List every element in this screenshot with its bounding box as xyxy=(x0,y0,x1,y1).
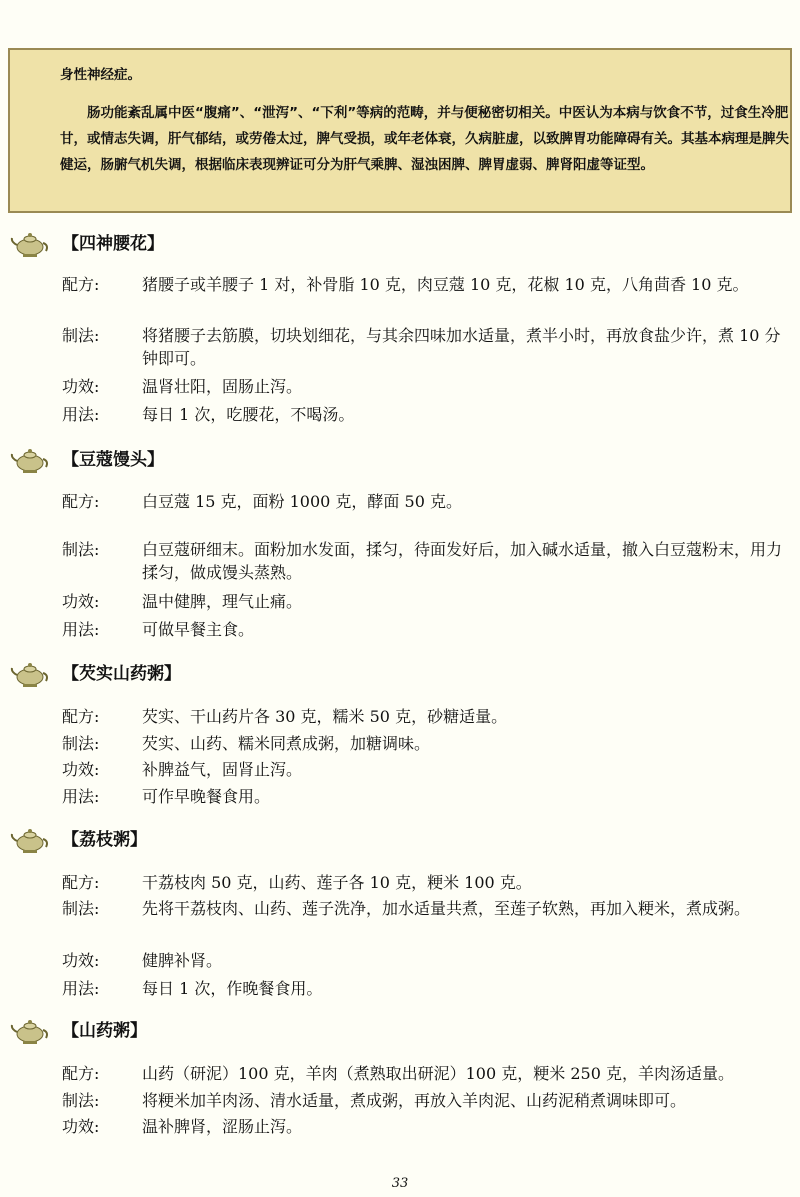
recipe-shanyao-zhou xyxy=(0,1017,800,1045)
usage-label: 用法: xyxy=(62,787,100,806)
method-label: 制法: xyxy=(62,540,100,559)
teapot-icon xyxy=(10,230,50,258)
effect-label: 功效: xyxy=(62,951,100,970)
teapot-icon xyxy=(10,826,50,854)
method-text: 白豆蔻研细末。面粉加水发面，揉匀，待面发好后，加入碱水适量，撤入白豆蔻粉末，用力揉匀，做成馒头蒸熟。 xyxy=(142,540,783,582)
method-label: 制法: xyxy=(62,1091,100,1110)
method-text: 先将干荔枝肉、山药、莲子洗净，加水适量共煮，至莲子软熟，再加入粳米，煮成粥。 xyxy=(142,899,751,918)
usage-label: 用法: xyxy=(62,405,100,424)
page-number: 33 xyxy=(391,1176,409,1191)
intro-text xyxy=(60,62,790,178)
method-label: 制法: xyxy=(62,326,100,345)
formula-label: 配方: xyxy=(62,707,100,726)
teapot-icon xyxy=(10,660,50,688)
recipe-title: 【山药粥】 xyxy=(62,1021,147,1041)
recipe-qianshi-shanyao-zhou xyxy=(0,660,800,688)
usage-label: 用法: xyxy=(62,979,100,998)
recipe-title: 【豆蔻馒头】 xyxy=(62,450,164,470)
method-text: 将粳米加羊肉汤、清水适量，煮成粥，再放入羊肉泥、山药泥稍煮调味即可。 xyxy=(142,1091,687,1110)
effect-text: 补脾益气，固肾止泻。 xyxy=(142,760,303,779)
formula-label: 配方: xyxy=(62,1064,100,1083)
recipe-sishen-yaohua xyxy=(0,230,800,258)
method-label: 制法: xyxy=(62,734,100,753)
formula-label: 配方: xyxy=(62,275,100,294)
formula-text: 山药（研泥）100 克，羊肉（煮熟取出研泥）100 克，粳米 250 克，羊肉汤适量。 xyxy=(142,1064,734,1083)
recipe-lizhi-zhou xyxy=(0,826,800,854)
formula-text: 干荔枝肉 50 克，山药、莲子各 10 克，粳米 100 克。 xyxy=(142,873,532,892)
effect-text: 健脾补肾。 xyxy=(142,951,223,970)
teapot-icon xyxy=(10,1017,50,1045)
effect-label: 功效: xyxy=(62,760,100,779)
effect-text: 温中健脾，理气止痛。 xyxy=(142,592,303,611)
method-text: 将猪腰子去筋膜，切块划细花，与其余四味加水适量，煮半小时，再放食盐少许，煮 10 分钟即可。 xyxy=(142,326,781,368)
formula-text: 猪腰子或羊腰子 1 对，补骨脂 10 克，肉豆蔻 10 克，花椒 10 克，八角茴香 10 克。 xyxy=(142,275,749,294)
effect-text: 温补脾肾，涩肠止泻。 xyxy=(142,1117,303,1136)
method-label: 制法: xyxy=(62,899,100,918)
usage-text: 每日 1 次，吃腰花，不喝汤。 xyxy=(142,405,355,424)
intro-line: 身性神经症。 xyxy=(60,67,141,83)
formula-text: 芡实、干山药片各 30 克，糯米 50 克，砂糖适量。 xyxy=(142,707,508,726)
formula-label: 配方: xyxy=(62,873,100,892)
recipe-title: 【荔枝粥】 xyxy=(62,830,147,850)
intro-paragraph: 肠功能紊乱属中医“腹痛”、“泄泻”、“下利”等病的范畴，并与便秘密切相关。中医认为本病与饮食不节，过食生冷肥甘，或情志失调，肝气郁结，或劳倦太过，脾气受损，或年老体衰，久病脏虚，以致脾胃功能障碍有关。其基本病理是脾失健运，肠腑气机失调，根据临床表现辨证可分为肝气乘脾、湿浊困脾、脾胃虚弱、脾肾阳虚等证型。 xyxy=(60,105,789,173)
usage-label: 用法: xyxy=(62,620,100,639)
effect-label: 功效: xyxy=(62,377,100,396)
usage-text: 每日 1 次，作晚餐食用。 xyxy=(142,979,323,998)
recipe-doukou-mantou xyxy=(0,446,800,474)
effect-label: 功效: xyxy=(62,592,100,611)
intro-box xyxy=(8,48,792,213)
formula-text: 白豆蔻 15 克，面粉 1000 克，酵面 50 克。 xyxy=(142,492,462,511)
recipe-title: 【芡实山药粥】 xyxy=(62,664,181,684)
teapot-icon xyxy=(10,446,50,474)
usage-text: 可做早餐主食。 xyxy=(142,620,255,639)
usage-text: 可作早晚餐食用。 xyxy=(142,787,271,806)
method-text: 芡实、山药、糯米同煮成粥，加糖调味。 xyxy=(142,734,431,753)
formula-label: 配方: xyxy=(62,492,100,511)
recipe-title: 【四神腰花】 xyxy=(62,234,164,254)
effect-text: 温肾壮阳，固肠止泻。 xyxy=(142,377,303,396)
effect-label: 功效: xyxy=(62,1117,100,1136)
